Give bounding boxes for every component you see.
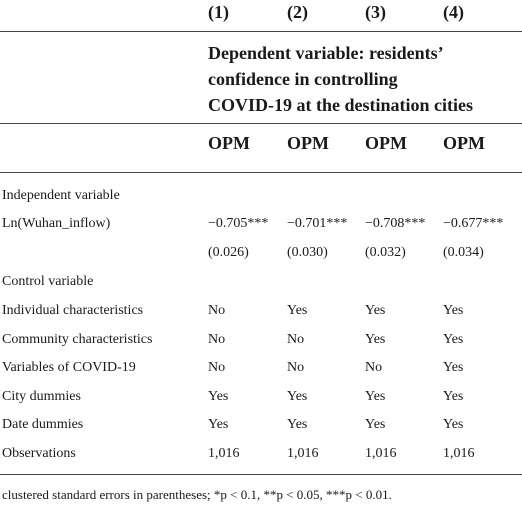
cell-date-4: Yes <box>443 417 464 432</box>
cell-city-2: Yes <box>287 389 308 404</box>
cell-wuhan-1: −0.705*** <box>208 216 269 231</box>
row-label-individual: Individual characteristics <box>2 303 144 318</box>
cell-covid-1: No <box>208 360 226 375</box>
cell-covid-3: No <box>365 360 383 375</box>
cell-city-3: Yes <box>365 389 386 404</box>
cell-individual-4: Yes <box>443 303 464 318</box>
cell-observations-4: 1,016 <box>443 446 475 461</box>
cell-wuhan-4: −0.677*** <box>443 216 504 231</box>
cell-wuhan-3: −0.708*** <box>365 216 426 231</box>
column-header-2: (2) <box>287 2 308 22</box>
cell-se-1: (0.026) <box>208 245 249 260</box>
row-label-community: Community characteristics <box>2 332 153 347</box>
cell-date-3: Yes <box>365 417 386 432</box>
cell-se-4: (0.034) <box>443 245 484 260</box>
cell-covid-4: Yes <box>443 360 464 375</box>
rule-after-dependent <box>0 123 522 124</box>
cell-community-1: No <box>208 332 226 347</box>
dependent-variable-header <box>208 40 508 118</box>
cell-individual-1: No <box>208 303 226 318</box>
dependent-header-line-3: COVID-19 at the destination cities <box>208 95 473 115</box>
column-header-4: (4) <box>443 2 464 22</box>
row-label-city: City dummies <box>2 389 81 404</box>
cell-observations-1: 1,016 <box>208 446 240 461</box>
row-label-covid: Variables of COVID-19 <box>2 360 136 375</box>
cell-date-1: Yes <box>208 417 229 432</box>
cell-se-2: (0.030) <box>287 245 328 260</box>
rule-bottom <box>0 474 522 475</box>
cell-covid-2: No <box>287 360 305 375</box>
model-label-3: OPM <box>365 133 407 153</box>
cell-city-1: Yes <box>208 389 229 404</box>
cell-community-2: No <box>287 332 305 347</box>
model-label-1: OPM <box>208 133 250 153</box>
column-header-3: (3) <box>365 2 386 22</box>
cell-individual-3: Yes <box>365 303 386 318</box>
rule-after-model-labels <box>0 172 522 173</box>
model-label-2: OPM <box>287 133 329 153</box>
cell-community-3: Yes <box>365 332 386 347</box>
row-label-wuhan: Ln(Wuhan_inflow) <box>2 216 111 231</box>
cell-observations-2: 1,016 <box>287 446 319 461</box>
row-label-date: Date dummies <box>2 417 84 432</box>
cell-wuhan-2: −0.701*** <box>287 216 348 231</box>
table-footnote: clustered standard errors in parentheses; *p < 0.1, **p < 0.05, ***p < 0.01. <box>2 487 392 502</box>
model-label-4: OPM <box>443 133 485 153</box>
column-header-1: (1) <box>208 2 229 22</box>
section-control: Control variable <box>2 274 94 289</box>
dependent-header-line-2: confidence in controlling <box>208 69 398 89</box>
cell-individual-2: Yes <box>287 303 308 318</box>
cell-observations-3: 1,016 <box>365 446 397 461</box>
cell-community-4: Yes <box>443 332 464 347</box>
dependent-header-line-1: Dependent variable: residents’ <box>208 43 444 63</box>
row-label-observations: Observations <box>2 446 76 461</box>
cell-city-4: Yes <box>443 389 464 404</box>
rule-top <box>0 31 522 32</box>
cell-se-3: (0.032) <box>365 245 406 260</box>
cell-date-2: Yes <box>287 417 308 432</box>
section-independent: Independent variable <box>2 188 120 203</box>
